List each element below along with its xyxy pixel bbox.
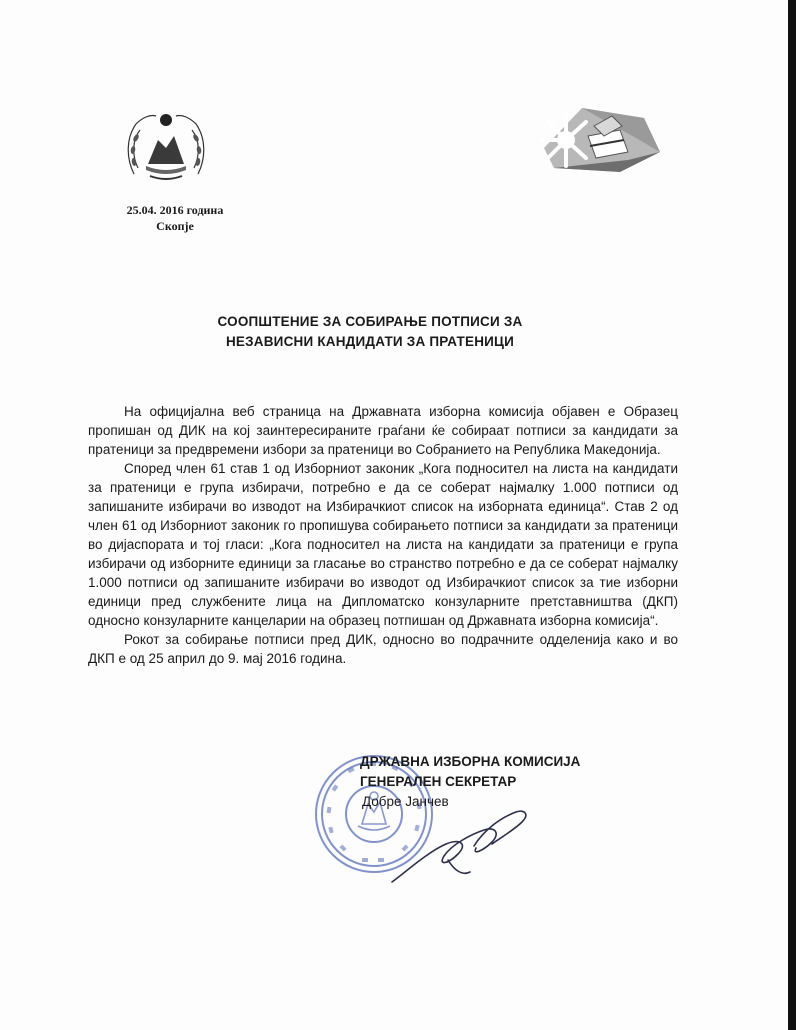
scan-edge: [788, 0, 796, 1030]
title-line-1: СООПШТЕНИЕ ЗА СОБИРАЊЕ ПОТПИСИ ЗА: [217, 314, 523, 329]
body-paragraph-2: Според член 61 став 1 од Изборниот законик „Кога подносител на листа на кандидати за пратеници е група избирачи, потребно е да се соберат најмалку 1.000 потписи од запишаните избирачи во изводот на Избирачкиот список на изборната единица“. Став 2 од член 61 од Изборниот законик го пропишува собирањето потписи за кандидати за пратеници во дијаспората и тој гласи: „Кога подносител на листа на кандидати за пратеници е група избирачи од изборните единици за гласање во странство потребно е да се соберат најмалку 1.000 потписи од запишаните избирачи во изводот од Избирачкиот список за тие изборни единици пред службените лица на Дипломатско конзуларните претставништва (ДКП) односно конзуларните канцеларии на образец потпишан од Државната изборна комисија“.: [88, 461, 678, 628]
document-body: [88, 402, 678, 668]
title-line-2: НЕЗАВИСНИ КАНДИДАТИ ЗА ПРАТЕНИЦИ: [225, 334, 515, 349]
signature-institution: ДРЖАВНА ИЗБОРНА КОМИСИЈА: [360, 754, 581, 769]
document-date: 25.04. 2016 година: [126, 203, 224, 217]
document-title: [160, 312, 580, 352]
coat-of-arms-icon: [120, 108, 212, 186]
document-header: [100, 202, 250, 234]
handwritten-signature-icon: [388, 800, 538, 890]
document-city: Скопје: [156, 219, 194, 233]
election-commission-logo-icon: [524, 96, 664, 180]
signature-position: ГЕНЕРАЛЕН СЕКРЕТАР: [360, 774, 517, 789]
body-paragraph-3: Рокот за собирање потписи пред ДИК, односно во подрачните одделенија како и во ДКП е од 25 април до 9. мај 2016 година.: [88, 632, 678, 666]
body-paragraph-1: На официјална веб страница на Државната изборна комисија објавен е Образец пропишан од ДИК на кој заинтересираните граѓани ќе собираат потписи за кандидати за пратеници за предвремени избори за пратеници во Собранието на Република Македонија.: [88, 404, 678, 457]
signature-name: Добре Јанчев: [362, 794, 449, 809]
